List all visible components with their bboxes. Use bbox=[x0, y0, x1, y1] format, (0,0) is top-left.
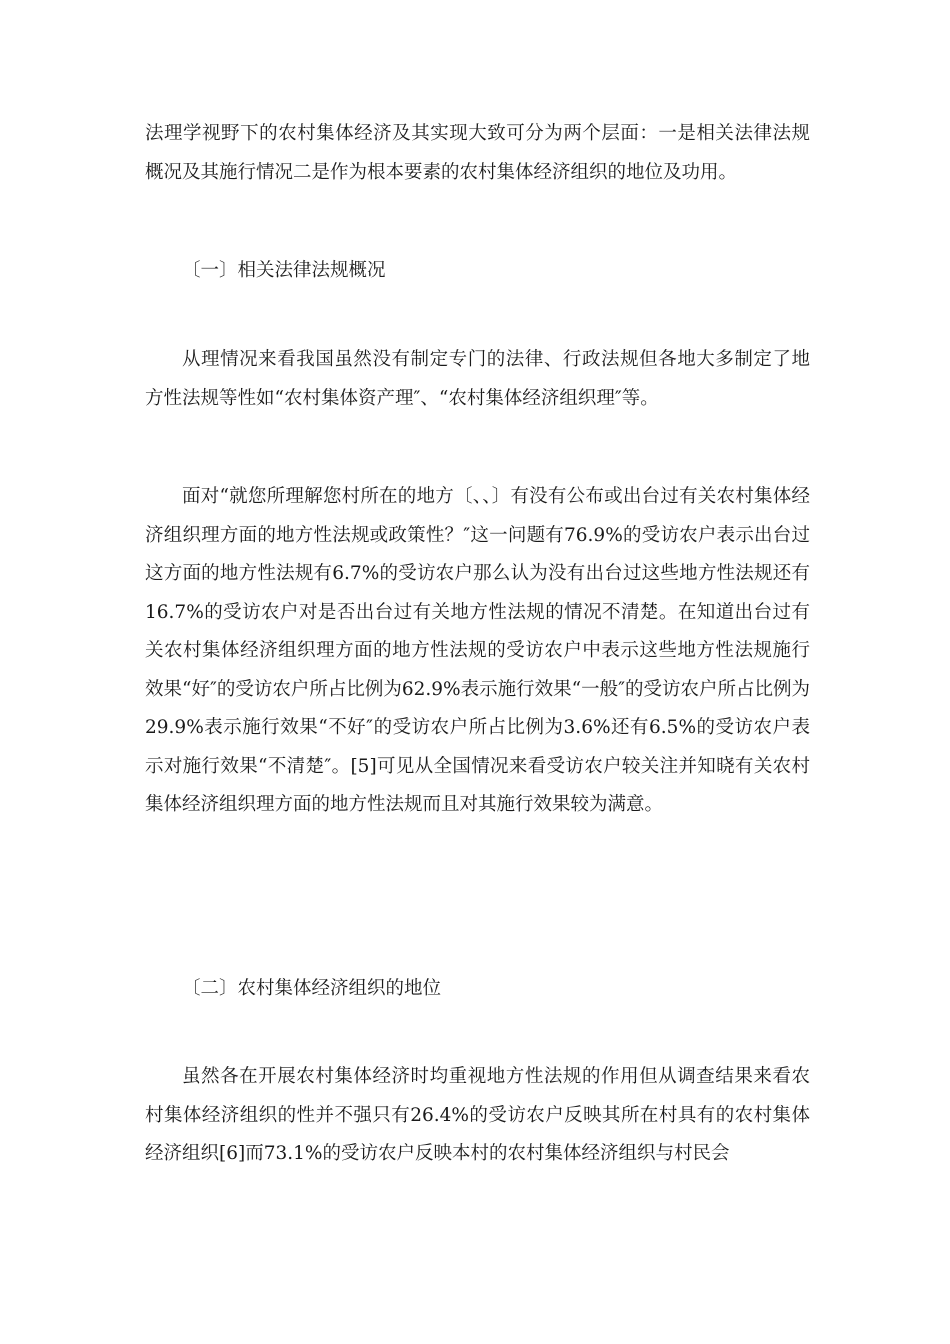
paragraph-survey-results: 面对“就您所理解您村所在的地方〔、、〕有没有公布或出台过有关农村集体经济组织理方面的地方性法规或政策性？″这一问题有76.9%的受访农户表示出台过这方面的地方性法规有6.7%的受访农户那么认为没有出台过这些地方性法规还有16.7%的受访农户对是否出台过有关地方性法规的情况不清楚。在知道出台过有关农村集体经济组织理方面的地方性法规的受访农户中表示这些地方性法规施行效果“好″的受访农户所占比例为62.9%表示施行效果“一般″的受访农户所占比例为29.9%表示施行效果“不好″的受访农户所占比例为3.6%还有6.5%的受访农户表示对施行效果“不清楚″。[5]可见从全国情况来看受访农户较关注并知晓有关农村集体经济组织理方面的地方性法规而且对其施行效果较为满意。 bbox=[145, 486, 811, 815]
section-heading-1: 〔一〕相关法律法规概况 bbox=[182, 260, 386, 281]
intro-paragraph: 法理学视野下的农村集体经济及其实现大致可分为两个层面：一是相关法律法规概况及其施行情况二是作为根本要素的农村集体经济组织的地位及功用。 bbox=[145, 123, 810, 183]
paragraph-organization-status: 虽然各在开展农村集体经济时均重视地方性法规的作用但从调查结果来看农村集体经济组织的性并不强只有26.4%的受访农户反映其所在村具有的农村集体经济组织[6]而73.1%的受访农户反映本村的农村集体经济组织与村民会 bbox=[145, 1066, 810, 1164]
section-heading-2: 〔二〕农村集体经济组织的地位 bbox=[182, 978, 442, 999]
paragraph-regulations-overview: 从理情况来看我国虽然没有制定专门的法律、行政法规但各地大多制定了地方性法规等性如“农村集体资产理″、“农村集体经济组织理″等。 bbox=[145, 349, 810, 409]
